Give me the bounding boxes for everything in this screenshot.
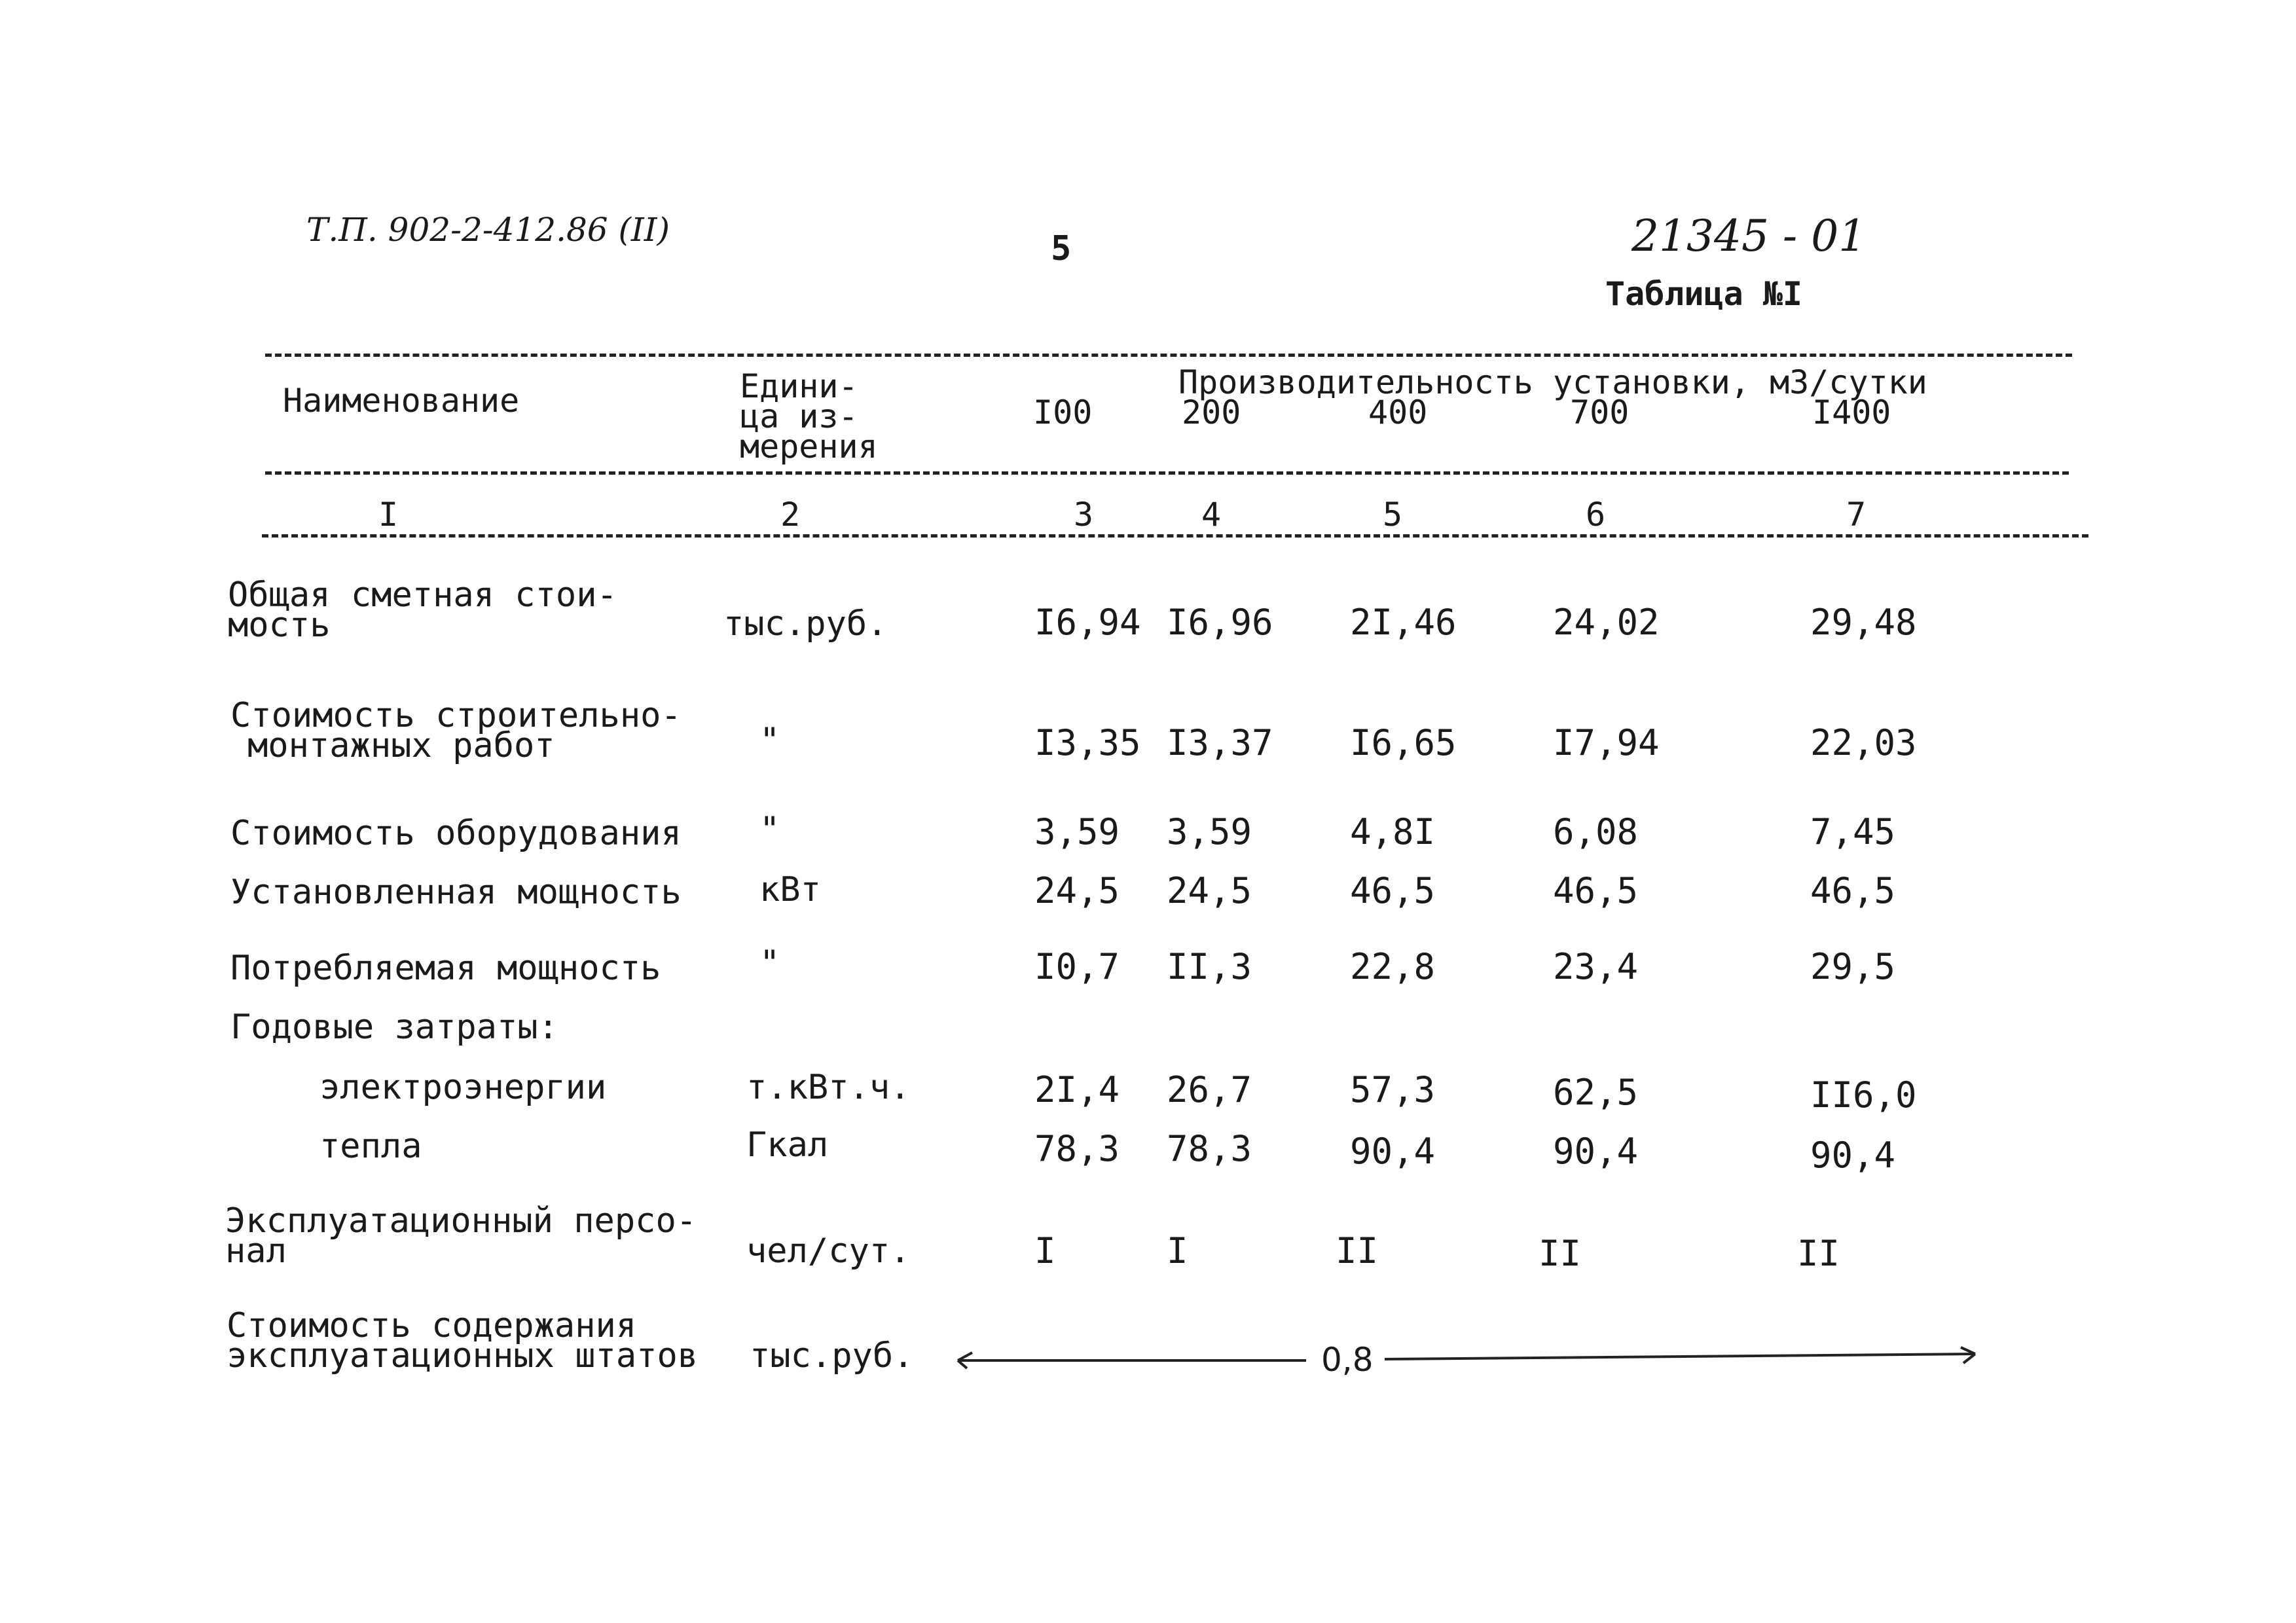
row-unit: тыс.руб. bbox=[750, 1336, 914, 1376]
row-name-line: Годовые затраты: bbox=[230, 1008, 558, 1047]
header-unit-line-1: Едини- bbox=[740, 367, 858, 405]
row-value: 90,4 bbox=[1553, 1131, 1639, 1172]
row-value: I0,7 bbox=[1034, 946, 1120, 987]
row-name-line: мость bbox=[228, 606, 331, 645]
row-value: 78,3 bbox=[1034, 1128, 1120, 1169]
column-number-5: 5 bbox=[1383, 496, 1403, 534]
row-value: I3,37 bbox=[1167, 722, 1273, 763]
row-unit: тыс.руб. bbox=[723, 604, 888, 644]
row-value: I bbox=[1167, 1230, 1188, 1271]
row-unit: " bbox=[759, 943, 780, 983]
row-name-line: Эксплуатационный персо- bbox=[225, 1201, 697, 1241]
row-value: I7,94 bbox=[1553, 722, 1660, 763]
row-name-line: эксплуатационных штатов bbox=[227, 1336, 699, 1376]
row-unit: " bbox=[759, 721, 780, 760]
header-unit-line-2: ца из- bbox=[740, 397, 858, 435]
row-value: 78,3 bbox=[1167, 1128, 1252, 1169]
header-capacity-200: 200 bbox=[1182, 393, 1241, 431]
row-value: I bbox=[1034, 1230, 1056, 1271]
span-value: 0,8 bbox=[1321, 1341, 1374, 1379]
row-value: 90,4 bbox=[1810, 1135, 1896, 1176]
row-value: 7,45 bbox=[1810, 811, 1896, 852]
row-unit: " bbox=[759, 810, 780, 849]
row-name-line: Общая сметная стои- bbox=[228, 575, 617, 615]
row-value: I6,65 bbox=[1350, 722, 1457, 763]
row-value: 2I,46 bbox=[1350, 602, 1457, 643]
header-name: Наименование bbox=[283, 382, 520, 420]
row-name-line: монтажных работ bbox=[247, 726, 555, 765]
row-value: II6,0 bbox=[1810, 1074, 1917, 1116]
page-number: 5 bbox=[1051, 229, 1072, 268]
row-value: 46,5 bbox=[1350, 870, 1436, 911]
header-capacity-1400: I400 bbox=[1812, 393, 1891, 431]
row-value: 24,5 bbox=[1167, 870, 1252, 911]
column-number-2: 2 bbox=[780, 496, 801, 534]
row-unit: кВт bbox=[759, 870, 821, 909]
row-name-line: тепла bbox=[319, 1127, 422, 1166]
row-value: 22,8 bbox=[1350, 946, 1436, 987]
row-value: 23,4 bbox=[1553, 946, 1639, 987]
row-value: 29,5 bbox=[1810, 946, 1896, 987]
header-rule bbox=[265, 471, 2069, 475]
document-code: Т.П. 902-2-412.86 (II) bbox=[306, 211, 670, 249]
row-unit: чел/сут. bbox=[746, 1231, 911, 1271]
row-value: 46,5 bbox=[1810, 870, 1896, 911]
row-value: II bbox=[1797, 1233, 1840, 1274]
header-capacity-400: 400 bbox=[1368, 393, 1428, 431]
column-numbers-rule bbox=[262, 534, 2088, 538]
row-name-line: Стоимость строительно- bbox=[230, 696, 682, 735]
row-value: 90,4 bbox=[1350, 1131, 1436, 1172]
header-capacity-100: I00 bbox=[1033, 393, 1093, 431]
row-value: II,3 bbox=[1167, 946, 1252, 987]
row-name-line: Установленная мощность bbox=[230, 873, 682, 912]
row-name-line: нал bbox=[225, 1231, 287, 1271]
row-value: 29,48 bbox=[1810, 602, 1917, 643]
column-number-4: 4 bbox=[1201, 496, 1222, 534]
archive-number: 21345 - 01 bbox=[1631, 211, 1867, 261]
row-value: II bbox=[1336, 1230, 1379, 1271]
row-name-line: Стоимость оборудования bbox=[230, 814, 682, 853]
row-unit: Гкал bbox=[746, 1125, 829, 1165]
row-value: 3,59 bbox=[1034, 811, 1120, 852]
span-arrow bbox=[953, 1334, 1987, 1380]
table-title: Таблица №I bbox=[1605, 275, 1803, 313]
header-capacity: Производительность установки, м3/сутки bbox=[1178, 363, 1927, 401]
row-name-line: Потребляемая мощность bbox=[230, 949, 661, 988]
row-value: 24,02 bbox=[1553, 602, 1660, 643]
row-value: I3,35 bbox=[1034, 722, 1141, 763]
row-value: 24,5 bbox=[1034, 870, 1120, 911]
row-name-line: электроэнергии bbox=[319, 1068, 607, 1107]
row-value: 62,5 bbox=[1553, 1072, 1639, 1113]
row-value: 3,59 bbox=[1167, 811, 1252, 852]
row-value: 57,3 bbox=[1350, 1069, 1436, 1110]
row-value: I6,96 bbox=[1167, 602, 1273, 643]
header-unit-line-3: мерения bbox=[740, 428, 878, 465]
row-name-line: Стоимость содержания bbox=[227, 1306, 637, 1345]
row-value: II bbox=[1539, 1233, 1582, 1274]
column-number-7: 7 bbox=[1846, 496, 1867, 534]
row-value: 46,5 bbox=[1553, 870, 1639, 911]
row-value: 22,03 bbox=[1810, 722, 1917, 763]
header-capacity-700: 700 bbox=[1570, 393, 1630, 431]
row-value: 4,8I bbox=[1350, 811, 1436, 852]
row-value: 6,08 bbox=[1553, 811, 1639, 852]
row-value: I6,94 bbox=[1034, 602, 1141, 643]
row-unit: т.кВт.ч. bbox=[746, 1068, 911, 1107]
column-number-6: 6 bbox=[1586, 496, 1606, 534]
row-value: 2I,4 bbox=[1034, 1069, 1120, 1110]
column-number-1: I bbox=[378, 496, 399, 534]
table-top-rule bbox=[265, 354, 2072, 357]
span-arrow-right-line bbox=[1385, 1354, 1975, 1359]
row-value: 26,7 bbox=[1167, 1069, 1252, 1110]
column-number-3: 3 bbox=[1074, 496, 1094, 534]
